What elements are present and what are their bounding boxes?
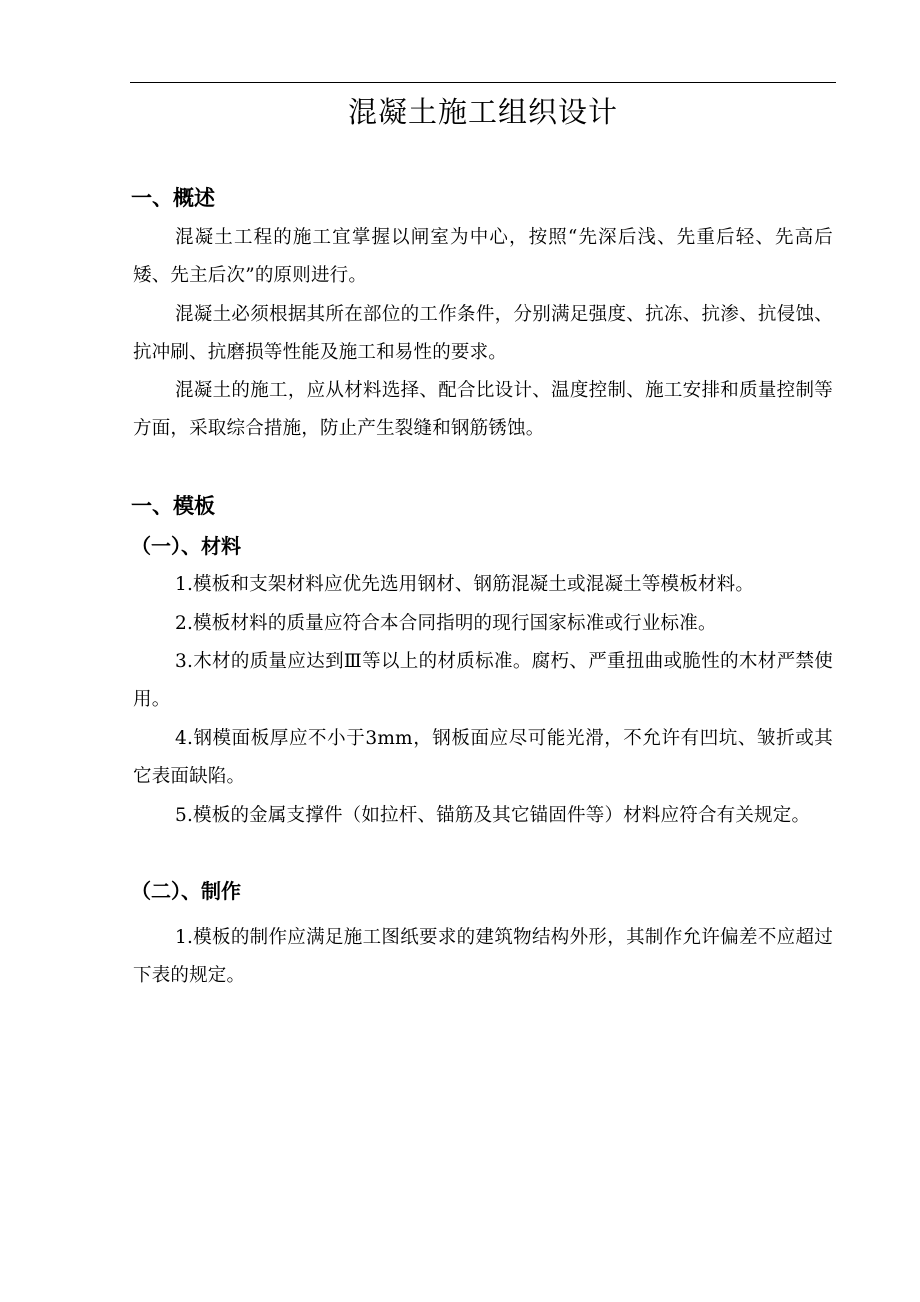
- paragraph-overview-2: 混凝土必须根据其所在部位的工作条件，分别满足强度、抗冻、抗渗、抗侵蚀、抗冲刷、抗磨损等性能及施工和易性的要求。: [133, 304, 833, 363]
- section-heading-formwork: 一、模板: [131, 494, 215, 518]
- paragraph-materials-3: 3.木材的质量应达到Ⅲ等以上的材质标准。腐朽、严重扭曲或脆性的木材严禁使用。: [133, 651, 833, 710]
- subsection-heading-materials: （一）、材料: [131, 534, 241, 558]
- paragraph-fabrication-1: 1.模板的制作应满足施工图纸要求的建筑物结构外形，其制作允许偏差不应超过下表的规定。: [133, 927, 833, 986]
- paragraph-materials-1: 1.模板和支架材料应优先选用钢材、钢筋混凝土或混凝土等模板材料。: [175, 574, 755, 595]
- subsection-heading-fabrication: （二）、制作: [131, 879, 241, 903]
- paragraph-materials-4: 4.钢模面板厚应不小于3mm，钢板面应尽可能光滑，不允许有凹坑、皱折或其它表面缺陷。: [133, 728, 833, 787]
- document-title: 混凝土施工组织设计: [347, 95, 618, 129]
- paragraph-overview-1: 混凝土工程的施工宜掌握以闸室为中心，按照“先深后浅、先重后轻、先高后矮、先主后次”的原则进行。: [133, 227, 833, 286]
- section-heading-overview: 一、概述: [131, 186, 215, 210]
- paragraph-materials-5: 5.模板的金属支撑件（如拉杆、锚筋及其它锚固件等）材料应符合有关规定。: [175, 805, 811, 826]
- paragraph-materials-2: 2.模板材料的质量应符合本合同指明的现行国家标准或行业标准。: [175, 613, 717, 634]
- header-rule: [130, 82, 836, 83]
- paragraph-overview-3: 混凝土的施工，应从材料选择、配合比设计、温度控制、施工安排和质量控制等方面，采取综合措施，防止产生裂缝和钢筋锈蚀。: [133, 380, 833, 439]
